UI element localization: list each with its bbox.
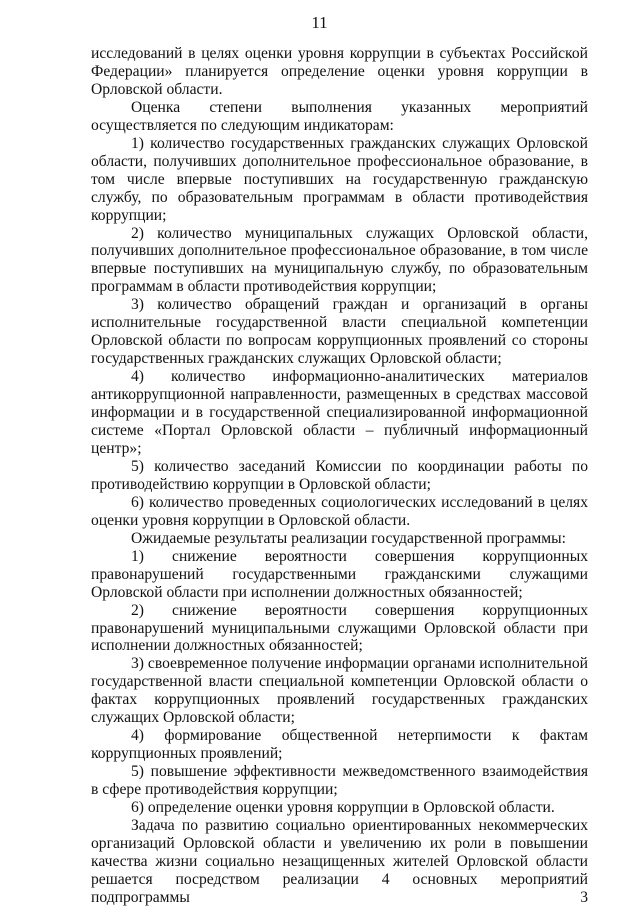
result-item: 2) снижение вероятности совершения коррупционных правонарушений муниципальными служащими Орловской области при исполнении должностных обязанностей;: [91, 601, 588, 655]
result-item: 1) снижение вероятности совершения коррупционных правонарушений государственными гражданскими служащими Орловской области при исполнении должностных обязанностей;: [91, 547, 588, 601]
indicator-item: 3) количество обращений граждан и организаций в органы исполнительные государственной власти специальной компетенции Орловской области по вопросам коррупционных проявлений со стороны государственных гражданских служащих Орловской области;: [91, 296, 588, 368]
result-item: 6) определение оценки уровня коррупции в Орловской области.: [131, 799, 555, 817]
indicator-item: 2) количество муниципальных служащих Орловской области, получивших дополнительное профессиональное образование, в том числе впервые поступивших на муниципальную службу, по образовательным программам в области противодействия коррупции;: [91, 224, 588, 296]
indicator-item: 1) количество государственных гражданских служащих Орловской области, получивших дополнительное профессиональное образование, в том числе впервые поступивших на государственную гражданскую службу, по образовательным программам в области противодействия коррупции;: [91, 134, 588, 224]
result-item: 5) повышение эффективности межведомственного взаимодействия в сфере противодействия коррупции;: [91, 763, 588, 799]
paragraph: Оценка степени выполнения указанных мероприятий осуществляется по следующим индикаторам:: [91, 98, 588, 134]
paragraph: Задача по развитию социально ориентированных некоммерческих организаций Орловской области и увеличению их роли в повышении качества жизни социально незащищенных жителей Орловской области решается посредством реализации 4 основных мероприятий подпрограммы 3: [91, 816, 588, 906]
indicator-item: 5) количество заседаний Комиссии по координации работы по противодействию коррупции в Орловской области;: [91, 457, 588, 493]
paragraph: исследований в целях оценки уровня коррупции в субъектах Российской Федерации» планируется определение оценки уровня коррупции в Орловской области.: [91, 45, 588, 98]
result-item: 3) своевременное получение информации органами исполнительной государственной власти специальной компетенции Орловской области о фактах коррупционных проявлений государственных гражданских служащих Орловской области;: [91, 655, 588, 727]
page-number: 11: [311, 13, 328, 32]
indicator-item: 4) количество информационно-аналитических материалов антикоррупционной направленности, размещенных в средствах массовой информации и в государственной специализированной информационной системе «Портал Орловской области – публичный информационный центр»;: [91, 368, 588, 457]
paragraph: Ожидаемые результаты реализации государственной программы:: [131, 529, 566, 547]
indicator-item: 6) количество проведенных социологических исследований в целях оценки уровня коррупции в Орловской области.: [91, 493, 588, 529]
document-body: [91, 45, 588, 907]
result-item: 4) формирование общественной нетерпимости к фактам коррупционных проявлений;: [91, 727, 588, 763]
